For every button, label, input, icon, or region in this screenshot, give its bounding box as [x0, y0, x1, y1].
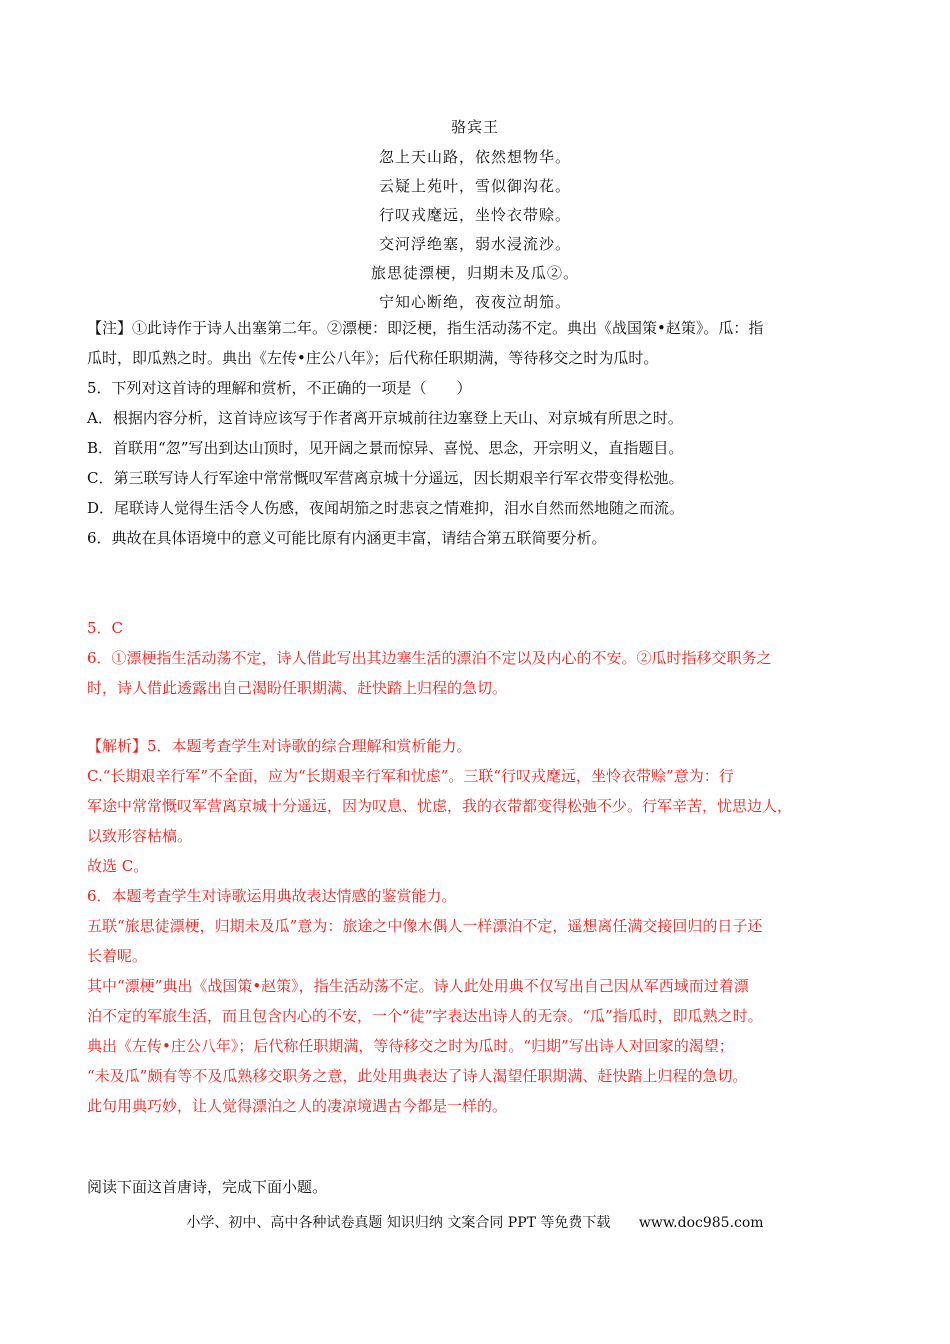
- answer-6-line: 时，诗人借此透露出自己渴盼任职期满、赶快踏上归程的急切。: [87, 679, 508, 697]
- questions: [87, 373, 867, 553]
- answer-6-line: 6．①漂梗指生活动荡不定，诗人借此写出其边塞生活的漂泊不定以及内心的不安。②瓜时指移交职务之: [87, 649, 772, 667]
- analysis-line: 五联“旅思徒漂梗，归期未及瓜”意为：旅途之中像木偶人一样漂泊不定，遥想离任满交接回归的日子还: [87, 917, 763, 935]
- poem-line: 交河浮绝塞，弱水浸流沙。: [378, 235, 571, 253]
- question-5: 5．下列对这首诗的理解和赏析，不正确的一项是（ ）: [87, 379, 472, 397]
- analysis-line: 故选 C。: [87, 857, 149, 875]
- note-line: 【注】①此诗作于诗人出塞第二年。②漂梗：即泛梗，指生活动荡不定。典出《战国策•赵策》。瓜：指: [87, 319, 764, 337]
- option-a: A．根据内容分析，这首诗应该写于作者离开京城前往边塞登上天山、对京城有所思之时。: [87, 409, 683, 427]
- analysis-line: 其中“漂梗”典出《战国策•赵策》，指生活动荡不定。诗人此处用典不仅写出自己因从军西域而过着漂: [87, 977, 749, 995]
- analysis: [87, 731, 867, 1121]
- analysis-line: 【解析】5．本题考查学生对诗歌的综合理解和赏析能力。: [87, 737, 472, 755]
- poem-notes: [87, 313, 867, 373]
- analysis-line: “未及瓜”颇有等不及瓜熟移交职务之意，此处用典表达了诗人渴望任职期满、赶快踏上归程的急切。: [87, 1067, 748, 1085]
- poem-body: [0, 143, 950, 317]
- option-c: C．第三联写诗人行军途中常常慨叹军营离京城十分遥远，因长期艰辛行军衣带变得松弛。: [87, 469, 684, 487]
- poem-line: 宁知心断绝，夜夜泣胡笳。: [378, 293, 571, 311]
- poem-line: 忽上天山路，依然想物华。: [378, 148, 571, 166]
- footer-text: 小学、初中、高中各种试卷真题 知识归纳 文案合同 PPT 等免费下载: [186, 1215, 611, 1231]
- analysis-line: 以致形容枯槁。: [87, 827, 193, 845]
- poem-author: 骆宾王: [450, 118, 499, 136]
- next-section-intro: 阅读下面这首唐诗，完成下面小题。: [87, 1178, 328, 1196]
- footer-link[interactable]: www.doc985.com: [638, 1215, 764, 1231]
- poem-line: 旅思徒漂梗，归期未及瓜②。: [370, 264, 579, 282]
- answers: [87, 613, 867, 703]
- analysis-line: 泊不定的军旅生活，而且包含内心的不安，一个“徒”字表达出诗人的无奈。“瓜”指瓜时，即瓜熟之时。: [87, 1007, 763, 1025]
- option-d: D．尾联诗人觉得生活令人伤感，夜闻胡笳之时悲哀之情难抑，泪水自然而然地随之而流。: [87, 499, 685, 517]
- analysis-line: 此句用典巧妙，让人觉得漂泊之人的凄凉境遇古今都是一样的。: [87, 1097, 508, 1115]
- option-b: B．首联用“忽”写出到达山顶时，见开阔之景而惊异、喜悦、思念，开宗明义，直指题目。: [87, 439, 684, 457]
- poem-line: 行叹戎麾远，坐怜衣带赊。: [378, 206, 571, 224]
- analysis-line: 6．本题考查学生对诗歌运用典故表达情感的鉴赏能力。: [87, 887, 457, 905]
- analysis-line: 典出《左传•庄公八年》；后代称任职期满，等待移交之时为瓜时。“归期”写出诗人对回家的渴望；: [87, 1037, 734, 1055]
- question-6: 6．典故在具体语境中的意义可能比原有内涵更丰富，请结合第五联简要分析。: [87, 529, 607, 547]
- note-line: 瓜时，即瓜熟之时。典出《左传•庄公八年》；后代称任职期满，等待移交之时为瓜时。: [87, 349, 659, 367]
- page-footer: [0, 1212, 950, 1232]
- analysis-line: 军途中常常慨叹军营离京城十分遥远，因为叹息、忧虑，我的衣带都变得松弛不少。行军辛苦，忧思边人，: [87, 797, 793, 815]
- analysis-line: 长着呢。: [87, 947, 148, 965]
- poem-line: 云疑上苑叶，雪似御沟花。: [378, 177, 571, 195]
- answer-5: 5．C: [87, 619, 124, 637]
- analysis-line: C.“长期艰辛行军”不全面，应为“长期艰辛行军和忧虑”。三联“行叹戎麾远，坐怜衣带赊”意为：行: [87, 767, 734, 785]
